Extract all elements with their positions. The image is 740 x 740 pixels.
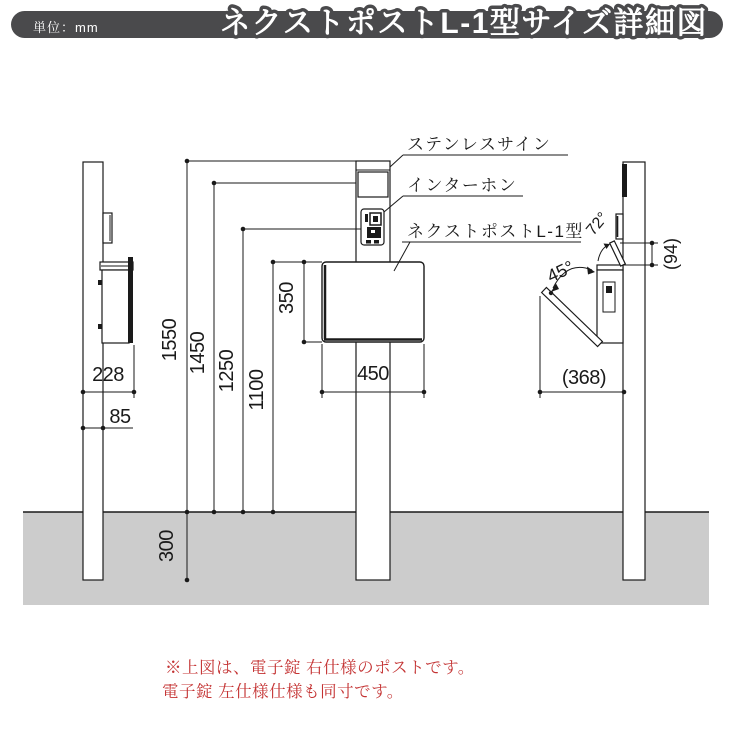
callout-post-model: ネクストポストL-1型 — [407, 222, 584, 241]
note-line-2: 電子錠 左仕様仕様も同寸です。 — [162, 683, 404, 701]
intercom-button — [371, 230, 375, 233]
dim-dot — [650, 241, 655, 246]
mailbox-knob-bottom — [98, 324, 102, 329]
mailbox-door-edge-left — [128, 257, 133, 343]
callout-intercom: インターホン — [407, 176, 518, 195]
dim-1550-label: 1550 — [159, 318, 181, 362]
dim-350-label: 350 — [276, 282, 298, 314]
dim-dot — [302, 260, 307, 265]
intercom-foot-right — [374, 240, 379, 244]
header — [11, 7, 723, 40]
dim-dot — [622, 390, 627, 395]
angle-45-label: 45° — [543, 256, 578, 287]
intercom-camera-lens — [373, 216, 378, 222]
angle-72-label: 72° — [583, 209, 612, 239]
dim-dot — [271, 260, 276, 265]
dim-dot — [241, 227, 246, 232]
note-line-1: ※上図は、電子錠 右仕様のポストです。 — [165, 659, 475, 677]
dim-94-label: (94) — [661, 237, 681, 271]
dim-450-label: 450 — [357, 363, 389, 385]
dim-1450-label: 1450 — [187, 331, 209, 375]
sign-side-strip — [622, 164, 627, 197]
arc-72 — [598, 246, 607, 262]
dim-dot — [212, 510, 217, 515]
dim-dot — [101, 426, 106, 431]
mailbox-top-band-right — [597, 265, 623, 270]
intercom-unit — [361, 209, 384, 245]
mailbox-body-side-right — [597, 270, 623, 343]
dim-228-label: 228 — [92, 364, 124, 386]
stainless-sign-plate — [358, 172, 388, 197]
intercom-foot-left — [366, 240, 371, 244]
unit-label: 単位：mm — [33, 20, 99, 35]
dim-dot — [320, 390, 325, 395]
arc-45-arrow-end — [587, 267, 595, 275]
open-door-45 — [542, 288, 603, 347]
mailbox-knob-top — [98, 280, 102, 285]
dim-dot — [241, 510, 246, 515]
mailbox-body-side-left — [102, 270, 129, 343]
dim-dot — [538, 390, 543, 395]
dim-dot — [302, 340, 307, 345]
callouts — [384, 135, 584, 271]
dim-1250-label: 1250 — [216, 349, 238, 393]
dim-dot — [132, 390, 137, 395]
dim-dot — [422, 390, 427, 395]
dim-dot — [81, 426, 86, 431]
dim-300-label: 300 — [156, 530, 178, 562]
mailbox-front-body — [322, 262, 424, 342]
dim-dot — [271, 510, 276, 515]
mailbox-lock — [606, 286, 612, 293]
intercom-side-left — [103, 213, 112, 243]
dim-dot — [212, 181, 217, 186]
dim-368-label: (368) — [561, 367, 607, 389]
pillar-right-view — [623, 162, 645, 580]
page-title: ネクストポストL-1型サイズ詳細図 — [220, 7, 708, 40]
intercom-speaker-slot — [365, 214, 368, 222]
mailbox-front — [322, 262, 424, 342]
dim-dot — [185, 159, 190, 164]
door-tip-dot — [549, 291, 553, 295]
dim-dot — [185, 578, 190, 583]
dim-85-label: 85 — [109, 406, 131, 428]
note — [162, 658, 475, 701]
dim-dot — [650, 263, 655, 268]
dim-1100-label: 1100 — [246, 369, 268, 411]
callout-stainless-sign: ステンレスサイン — [407, 135, 552, 154]
leader-sign — [390, 155, 403, 167]
dim-dot — [81, 390, 86, 395]
